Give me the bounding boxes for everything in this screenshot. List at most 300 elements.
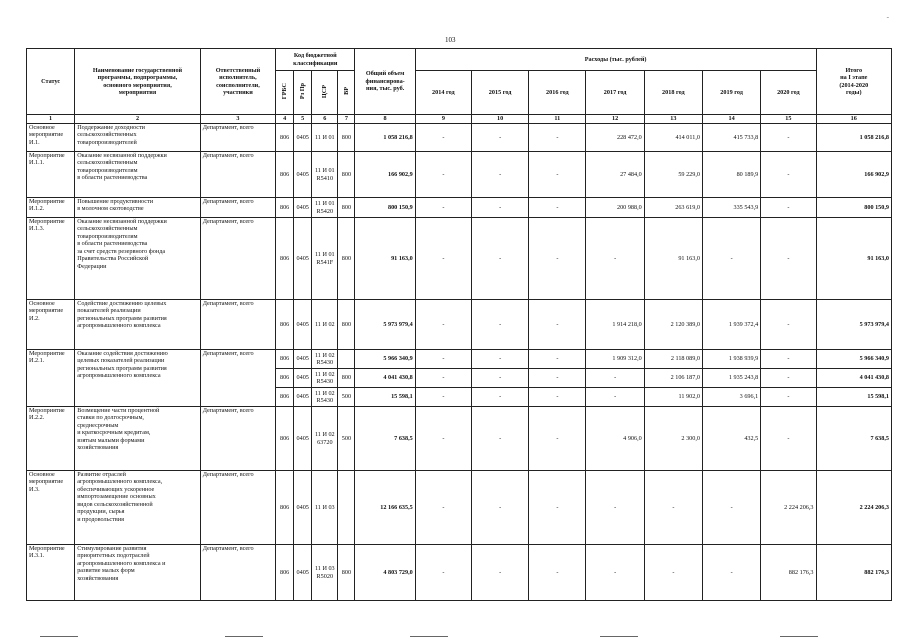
vr-cell: 800 (338, 198, 355, 218)
name-cell-line: и краткосрочным кредитам, (77, 429, 151, 437)
year-cell: - (761, 407, 816, 471)
header-grbs: ГРБС (276, 71, 294, 115)
responsible-cell: Департамент, всего (200, 545, 275, 601)
name-cell-line: товаропроизводителям (77, 166, 138, 174)
year-cell: 2 120 389,0 (644, 300, 702, 350)
year-cell: 2 300,0 (644, 407, 702, 471)
header-itogo-line: годы) (845, 88, 862, 96)
vr-cell: 800 (338, 300, 355, 350)
csr-cell-line: 11 И 01 (314, 200, 335, 208)
responsible-cell: Департамент, всего (200, 407, 275, 471)
name-cell-line: в области растениеводства (77, 240, 148, 248)
itogo-cell: 7 638,5 (816, 407, 891, 471)
name-cell-line: Оказание несвязанной поддержки (77, 152, 167, 159)
csr-cell-line: 11 И 01 (314, 167, 335, 175)
itogo-cell: 800 150,9 (816, 198, 891, 218)
year-cell: - (471, 124, 528, 152)
csr-cell-line: R5410 (316, 174, 334, 182)
name-cell-line: Правительства Российской (77, 255, 149, 263)
year-cell: - (415, 407, 471, 471)
grbs-cell: 806 (276, 545, 294, 601)
status-cell (27, 407, 75, 471)
column-number: 8 (355, 115, 415, 124)
year-cell: 1 909 312,0 (586, 350, 644, 369)
column-number: 12 (586, 115, 644, 124)
name-cell-line: агропромышленного комплекса (77, 372, 161, 380)
name-cell (75, 350, 201, 407)
year-cell: 1 938 939,9 (702, 350, 760, 369)
header-vr: ВР (338, 71, 355, 115)
vr-cell: 800 (338, 218, 355, 300)
itogo-cell: 5 966 340,9 (816, 350, 891, 369)
csr-cell (312, 198, 338, 218)
responsible-cell: Департамент, всего (200, 350, 275, 407)
name-cell-line: хозяйствования (77, 444, 119, 452)
csr-cell-line: 11 И 02 (314, 351, 335, 359)
header-budget-code-line: классификации (293, 59, 338, 67)
status-cell-line: И.1.1. (29, 159, 45, 167)
year-cell: - (586, 388, 644, 407)
name-cell (75, 545, 201, 601)
csr-cell (312, 407, 338, 471)
year-cell: - (415, 198, 471, 218)
header-total-volume-line: ния, тыс. руб. (365, 85, 405, 93)
responsible-cell: Департамент, всего (200, 300, 275, 350)
rzpr-cell: 0405 (294, 300, 312, 350)
column-number: 11 (529, 115, 586, 124)
table-row (27, 198, 892, 218)
header-rzpr: Рз Пр (294, 71, 312, 115)
year-cell: - (529, 152, 586, 198)
name-cell-line: за счет средств резервного фонда (77, 247, 166, 255)
status-cell-line: Мероприятие (29, 198, 65, 205)
csr-cell-line: 11 И 01 (314, 251, 335, 259)
year-cell: - (586, 545, 644, 601)
header-year-2020: 2020 год (761, 71, 816, 115)
year-cell: 59 229,0 (644, 152, 702, 198)
year-cell: - (702, 545, 760, 601)
year-cell: - (586, 369, 644, 388)
status-cell-line: И.1. (29, 138, 40, 146)
csr-cell-line: 11 И 01 (314, 133, 335, 141)
header-itogo (816, 49, 891, 115)
name-cell-line: продукции, сырья (77, 508, 125, 516)
year-cell: - (471, 545, 528, 601)
column-number: 16 (816, 115, 891, 124)
name-cell (75, 152, 201, 198)
status-cell (27, 124, 75, 152)
csr-cell (312, 369, 338, 388)
year-cell: - (702, 471, 760, 545)
rzpr-cell: 0405 (294, 407, 312, 471)
table-row (27, 350, 892, 369)
column-number: 2 (75, 115, 201, 124)
year-cell: - (471, 152, 528, 198)
name-cell (75, 471, 201, 545)
header-year-2019: 2019 год (702, 71, 760, 115)
header-budget-code (276, 49, 355, 71)
year-cell: - (471, 471, 528, 545)
itogo-cell: 166 902,9 (816, 152, 891, 198)
header-year-2018: 2018 год (644, 71, 702, 115)
csr-cell-line: R5430 (316, 397, 334, 404)
year-cell: 1 914 218,0 (586, 300, 644, 350)
vr-cell: 500 (338, 388, 355, 407)
name-cell-line: видов сельскохозяйственной (77, 500, 153, 508)
name-cell-line: среднесрочным (77, 421, 119, 429)
name-cell-line: Возмещение части процентной (77, 407, 160, 414)
name-cell (75, 407, 201, 471)
table-row (27, 407, 892, 471)
name-cell-line: импортозамещение основных (77, 493, 156, 501)
name-cell-line: ставки по долгосрочным, (77, 414, 144, 422)
header-csr: ЦСР (312, 71, 338, 115)
name-cell-line: целевых показателей реализации (77, 357, 165, 365)
vr-cell: 800 (338, 152, 355, 198)
csr-cell-line: R5430 (316, 378, 334, 385)
name-cell-line: региональных программ развития (77, 314, 167, 322)
name-cell-line: в области растениеводства (77, 174, 148, 182)
year-cell: - (644, 545, 702, 601)
csr-cell (312, 124, 338, 152)
name-cell (75, 218, 201, 300)
total-cell: 15 598,1 (355, 388, 415, 407)
status-cell-line: Мероприятие (29, 545, 65, 552)
status-cell-line: Мероприятие (29, 407, 65, 414)
grbs-cell: 806 (276, 407, 294, 471)
year-cell: - (529, 218, 586, 300)
itogo-cell: 91 163,0 (816, 218, 891, 300)
vr-cell: 500 (338, 407, 355, 471)
itogo-cell: 1 058 216,8 (816, 124, 891, 152)
rzpr-cell: 0405 (294, 198, 312, 218)
header-year-2015: 2015 год (471, 71, 528, 115)
rzpr-cell: 0405 (294, 350, 312, 369)
column-number: 14 (702, 115, 760, 124)
year-cell: - (529, 471, 586, 545)
status-cell-line: И.2.2. (29, 414, 45, 422)
status-cell (27, 545, 75, 601)
year-cell: - (761, 388, 816, 407)
csr-cell (312, 545, 338, 601)
year-cell: 228 472,0 (586, 124, 644, 152)
year-cell: - (586, 471, 644, 545)
header-year-2016: 2016 год (529, 71, 586, 115)
table-row (27, 218, 892, 300)
status-cell-line: Мероприятие (29, 218, 65, 225)
name-cell-line: Содействие достижению целевых (77, 300, 167, 307)
status-cell (27, 152, 75, 198)
name-cell (75, 300, 201, 350)
table-row (27, 300, 892, 350)
budget-table (26, 48, 892, 601)
year-cell: 1 939 372,4 (702, 300, 760, 350)
name-cell-line: Поддержание доходности (77, 124, 145, 131)
year-cell: - (415, 300, 471, 350)
header-name (75, 49, 201, 115)
year-cell: 415 733,8 (702, 124, 760, 152)
year-cell: - (761, 198, 816, 218)
year-cell: - (415, 350, 471, 369)
total-cell: 166 902,9 (355, 152, 415, 198)
year-cell: - (471, 369, 528, 388)
column-number: 10 (471, 115, 528, 124)
csr-cell-line: 11 И 02 (314, 370, 335, 378)
status-cell-line: Основное (29, 124, 55, 131)
column-number: 3 (200, 115, 275, 124)
name-cell-line: взятым малыми формами (77, 436, 145, 444)
year-cell: - (761, 369, 816, 388)
responsible-cell: Департамент, всего (200, 198, 275, 218)
total-cell: 4 803 729,0 (355, 545, 415, 601)
status-cell (27, 300, 75, 350)
csr-cell-line: 11 И 02 (314, 431, 335, 439)
grbs-cell: 806 (276, 124, 294, 152)
vr-cell: 800 (338, 369, 355, 388)
responsible-cell: Департамент, всего (200, 471, 275, 545)
name-cell-line: региональных программ развития (77, 364, 167, 372)
csr-cell-line: 63720 (317, 438, 333, 446)
header-responsible-line: соисполнители, (216, 81, 260, 89)
status-cell-line: мероприятие (29, 307, 64, 315)
year-cell: 1 935 243,8 (702, 369, 760, 388)
rzpr-cell: 0405 (294, 471, 312, 545)
header-expenses: Расходы (тыс. рублей) (415, 49, 816, 71)
responsible-cell: Департамент, всего (200, 218, 275, 300)
table-row (27, 471, 892, 545)
status-cell-line: И.2.1. (29, 357, 45, 365)
total-cell: 4 041 430,8 (355, 369, 415, 388)
footer-rule (600, 636, 638, 637)
year-cell: - (761, 218, 816, 300)
csr-cell (312, 300, 338, 350)
header-total-volume (355, 49, 415, 115)
status-cell (27, 198, 75, 218)
column-number: 1 (27, 115, 75, 124)
year-cell: - (529, 388, 586, 407)
header-name-line: программы, подпрограммы, (97, 74, 178, 82)
header-responsible-line: исполнитель, (219, 74, 257, 82)
year-cell: 414 011,0 (644, 124, 702, 152)
year-cell: 80 189,9 (702, 152, 760, 198)
page-number: 103 (445, 36, 456, 44)
year-cell: 11 902,0 (644, 388, 702, 407)
header-name-line: мероприятия (118, 88, 157, 96)
year-cell: - (415, 388, 471, 407)
year-cell: - (471, 407, 528, 471)
header-name-line: Наименование государственной (92, 66, 183, 74)
grbs-cell: 806 (276, 152, 294, 198)
year-cell: - (415, 545, 471, 601)
year-cell: - (529, 407, 586, 471)
year-cell: 263 619,0 (644, 198, 702, 218)
itogo-cell: 5 973 979,4 (816, 300, 891, 350)
csr-cell-line: R5420 (316, 207, 334, 215)
status-cell-line: И.1.2. (29, 205, 45, 213)
year-cell: - (586, 218, 644, 300)
responsible-cell: Департамент, всего (200, 152, 275, 198)
header-itogo-line: (2014-2020 (839, 81, 869, 89)
year-cell: 2 106 187,0 (644, 369, 702, 388)
name-cell-line: в молочном скотоводстве (77, 205, 144, 213)
csr-cell-line: 11 И 03 (314, 503, 335, 511)
footer-rule (410, 636, 448, 637)
name-cell-line: хозяйствования (77, 574, 119, 582)
year-cell: - (529, 300, 586, 350)
itogo-cell: 4 041 430,8 (816, 369, 891, 388)
table-row (27, 152, 892, 198)
year-cell: - (529, 198, 586, 218)
name-cell-line: агропромышленного комплекса, (77, 478, 163, 486)
status-cell-line: Основное (29, 300, 55, 307)
year-cell: 882 176,3 (761, 545, 816, 601)
name-cell (75, 124, 201, 152)
status-cell-line: И.3.1. (29, 552, 45, 560)
year-cell: - (644, 471, 702, 545)
header-status: Статус (27, 49, 75, 115)
itogo-cell: 2 224 206,3 (816, 471, 891, 545)
year-cell: - (529, 369, 586, 388)
header-budget-code-line: Код бюджетной (293, 52, 337, 60)
csr-cell (312, 388, 338, 407)
status-cell-line: Мероприятие (29, 350, 65, 357)
rzpr-cell: 0405 (294, 545, 312, 601)
rzpr-cell: 0405 (294, 124, 312, 152)
year-cell: 91 163,0 (644, 218, 702, 300)
header-itogo-line: на I этапе (840, 74, 868, 82)
year-cell: - (415, 124, 471, 152)
total-cell: 5 973 979,4 (355, 300, 415, 350)
grbs-cell: 806 (276, 388, 294, 407)
vr-cell (338, 350, 355, 369)
name-cell-line: товаропроизводителям (77, 232, 138, 240)
csr-cell (312, 350, 338, 369)
status-cell (27, 218, 75, 300)
year-cell: - (415, 152, 471, 198)
column-number: 15 (761, 115, 816, 124)
year-cell: - (471, 388, 528, 407)
status-cell-line: И.2. (29, 314, 40, 322)
name-cell-line: сельскохозяйственным (77, 159, 138, 167)
column-number: 5 (294, 115, 312, 124)
column-number: 9 (415, 115, 471, 124)
csr-cell-line: R5430 (316, 359, 334, 366)
name-cell-line: развитие малых форм (77, 567, 135, 575)
grbs-cell: 806 (276, 471, 294, 545)
grbs-cell: 806 (276, 198, 294, 218)
year-cell: 3 696,1 (702, 388, 760, 407)
column-number: 4 (276, 115, 294, 124)
csr-cell (312, 471, 338, 545)
name-cell-line: Федерации (77, 262, 107, 270)
vr-cell: 800 (338, 124, 355, 152)
name-cell-line: сельскохозяйственных (77, 131, 137, 139)
name-cell-line: обеспечивающих ускоренное (77, 485, 155, 493)
name-cell-line: Развитие отраслей (77, 471, 126, 478)
column-number-row (27, 115, 892, 124)
header-itogo-line: Итого (845, 66, 863, 74)
corner-mark: ˇ (886, 16, 889, 24)
year-cell: - (415, 369, 471, 388)
csr-cell (312, 218, 338, 300)
status-cell-line: И.1.3. (29, 225, 45, 233)
total-cell: 1 058 216,8 (355, 124, 415, 152)
vr-cell (338, 471, 355, 545)
name-cell-line: Оказание несвязанной поддержки (77, 218, 167, 225)
name-cell-line: Повышение продуктивности (77, 198, 154, 205)
year-cell: - (702, 218, 760, 300)
csr-cell (312, 152, 338, 198)
column-number: 7 (338, 115, 355, 124)
name-cell (75, 198, 201, 218)
total-cell: 5 966 340,9 (355, 350, 415, 369)
year-cell: - (529, 124, 586, 152)
grbs-cell: 806 (276, 300, 294, 350)
name-cell-line: Оказание содействия достижению (77, 350, 168, 357)
rzpr-cell: 0405 (294, 369, 312, 388)
name-cell-line: агропромышленного комплекса (77, 322, 161, 330)
total-cell: 91 163,0 (355, 218, 415, 300)
header-year-2017: 2017 год (586, 71, 644, 115)
name-cell-line: и продовольствия (77, 515, 124, 523)
status-cell-line: Основное (29, 471, 55, 478)
footer-rule (225, 636, 263, 637)
rzpr-cell: 0405 (294, 152, 312, 198)
year-cell: - (471, 300, 528, 350)
status-cell-line: мероприятие (29, 478, 64, 486)
year-cell: 432,5 (702, 407, 760, 471)
column-number: 6 (312, 115, 338, 124)
year-cell: 2 118 089,0 (644, 350, 702, 369)
header-year-2014: 2014 год (415, 71, 471, 115)
status-cell-line: Мероприятие (29, 152, 65, 159)
header-total-volume-line: Общий объем (365, 70, 405, 78)
header-total-volume-line: финансирова- (365, 77, 405, 85)
table-row (27, 124, 892, 152)
year-cell: 335 543,9 (702, 198, 760, 218)
header-responsible (200, 49, 275, 115)
year-cell: - (761, 124, 816, 152)
footer-rule (780, 636, 818, 637)
header-name-line: основного мероприятия, (103, 81, 172, 89)
year-cell: - (529, 350, 586, 369)
total-cell: 800 150,9 (355, 198, 415, 218)
year-cell: - (471, 198, 528, 218)
year-cell: - (471, 350, 528, 369)
name-cell-line: приоритетных подотраслей (77, 552, 150, 560)
status-cell-line: И.3. (29, 485, 40, 493)
name-cell-line: Стимулирование развития (77, 545, 147, 552)
status-cell (27, 471, 75, 545)
year-cell: 200 988,0 (586, 198, 644, 218)
header-responsible-line: Ответственный (215, 66, 261, 74)
rzpr-cell: 0405 (294, 218, 312, 300)
table-row (27, 545, 892, 601)
year-cell: - (761, 152, 816, 198)
year-cell: - (471, 218, 528, 300)
grbs-cell: 806 (276, 369, 294, 388)
name-cell-line: товаропроизводителей (77, 138, 137, 146)
csr-cell-line: R541F (316, 258, 334, 266)
rzpr-cell: 0405 (294, 388, 312, 407)
year-cell: 27 484,0 (586, 152, 644, 198)
csr-cell-line: 11 И 02 (314, 320, 335, 328)
name-cell-line: показателей реализации (77, 307, 141, 315)
year-cell: 2 224 206,3 (761, 471, 816, 545)
header-responsible-line: участники (223, 88, 253, 96)
column-number: 13 (644, 115, 702, 124)
itogo-cell: 15 598,1 (816, 388, 891, 407)
